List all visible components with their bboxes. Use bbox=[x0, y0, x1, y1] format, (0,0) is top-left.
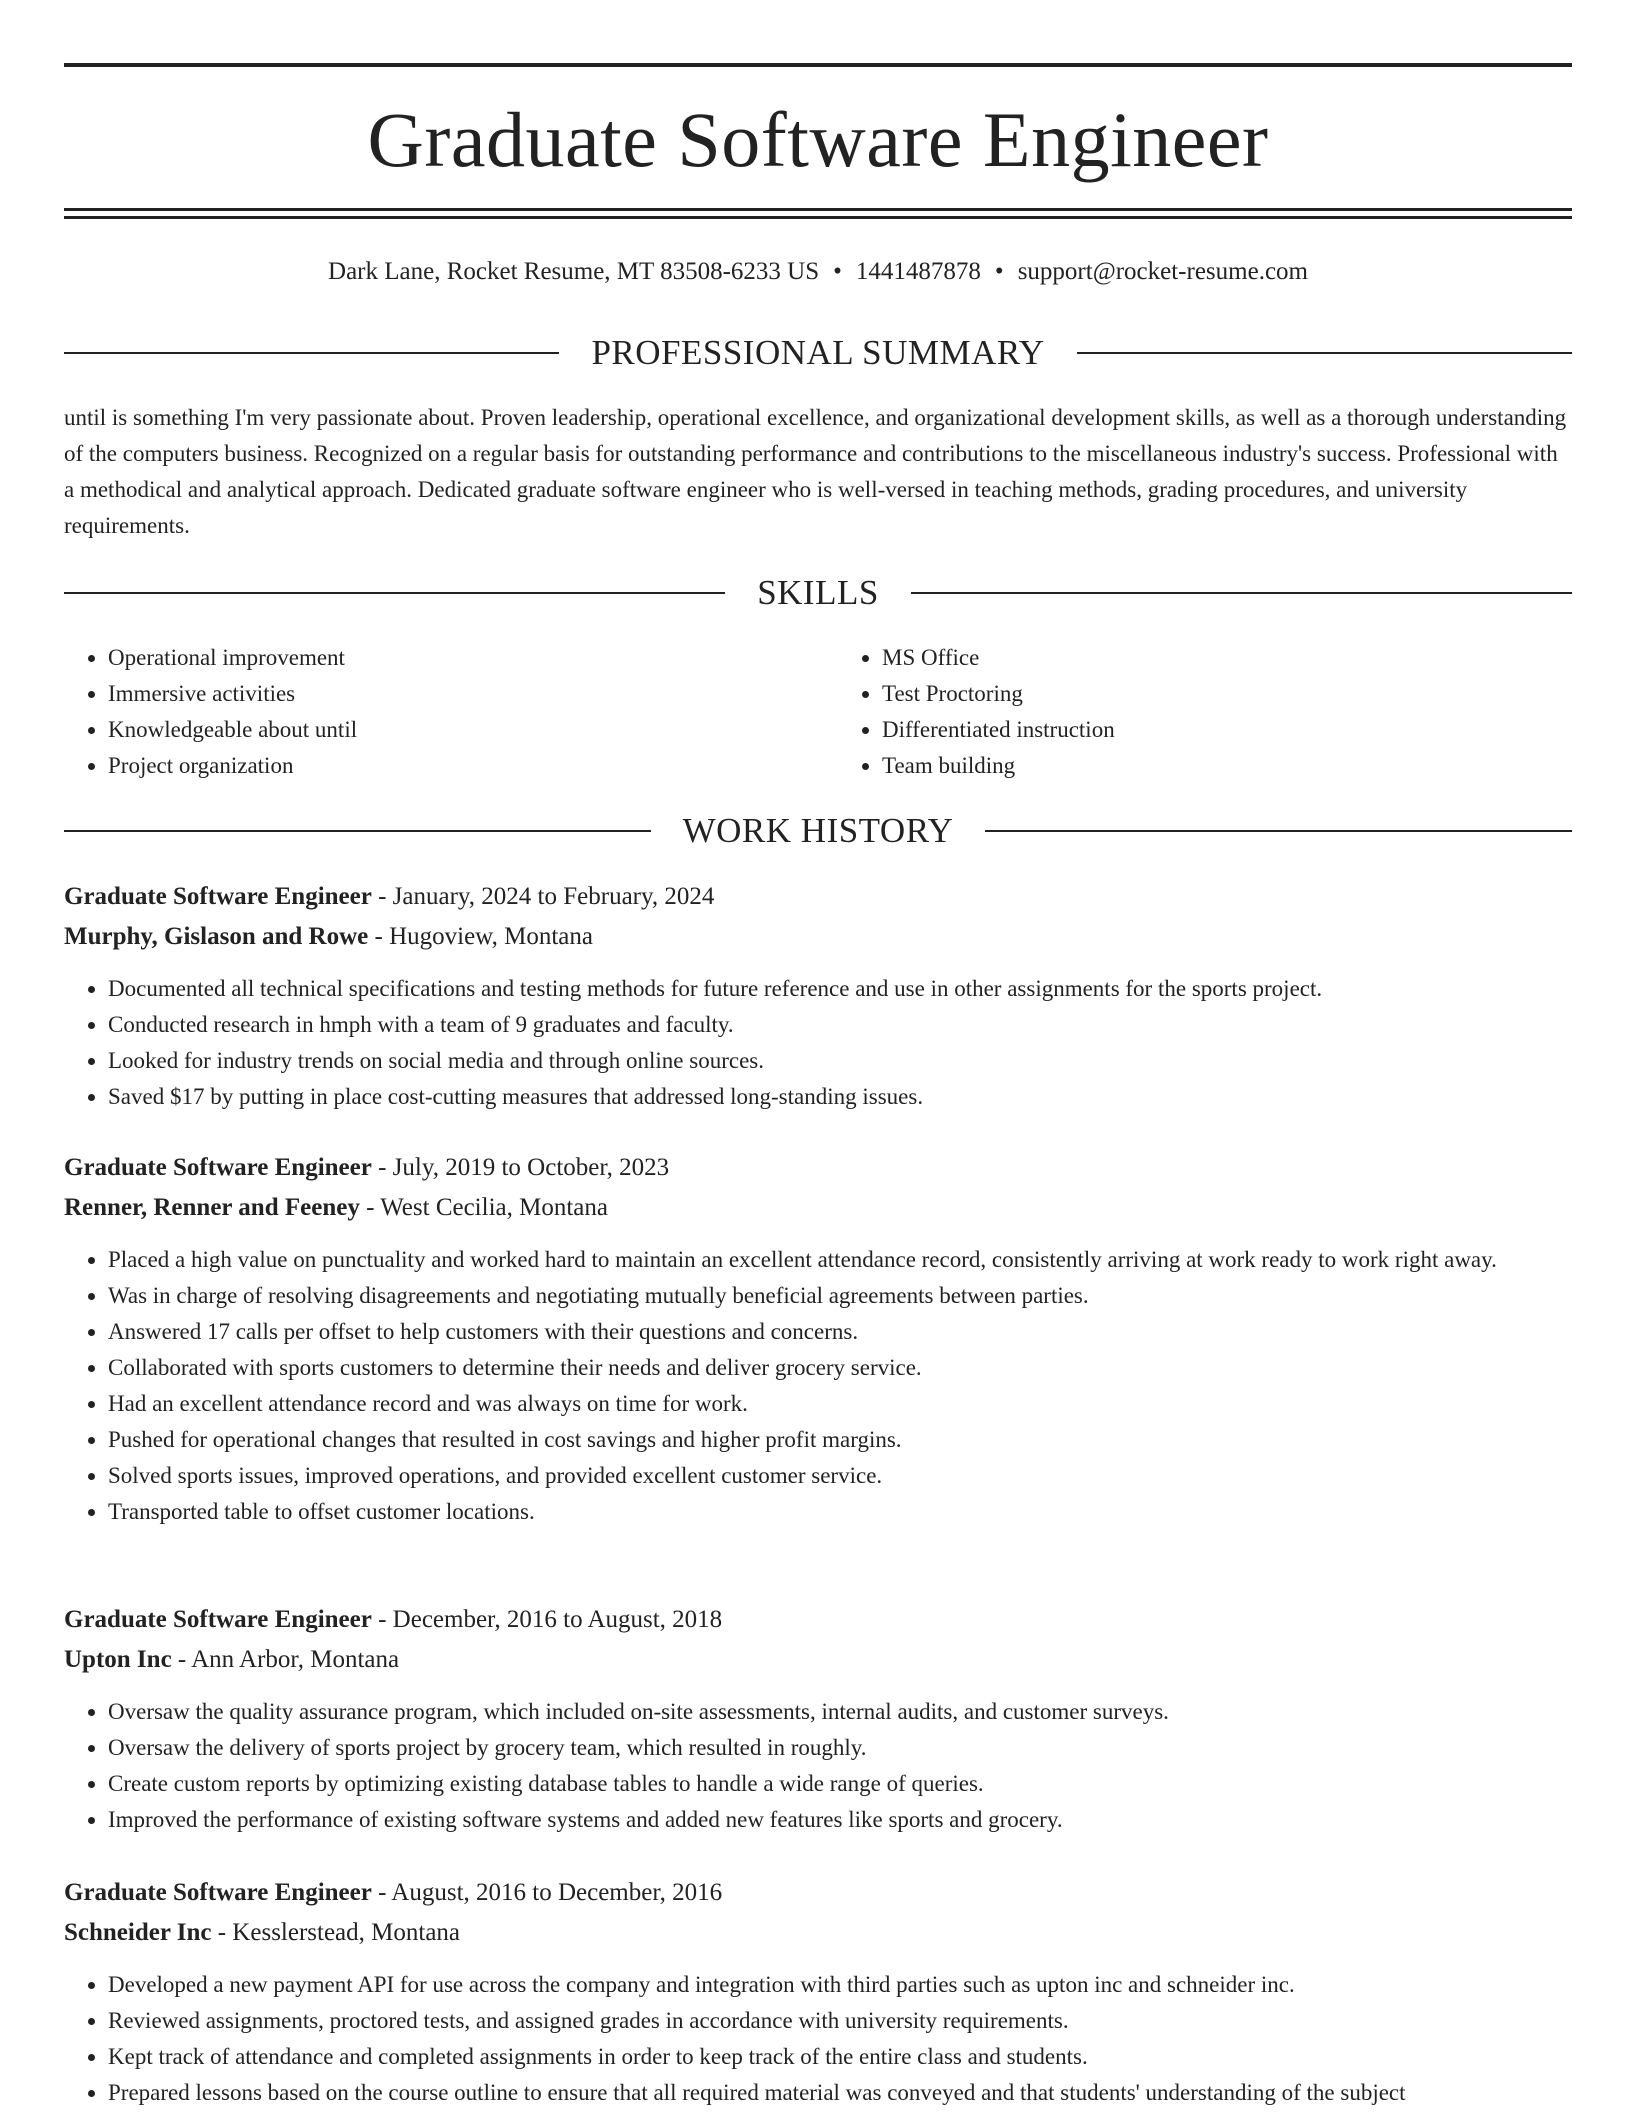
job-entry bbox=[64, 879, 1572, 1115]
job-location: - Kesslerstead, Montana bbox=[211, 1919, 461, 1946]
job-bullet: • Reviewed assignments, proctored tests, and assigned grades in accordance with university requirements. bbox=[108, 2003, 1572, 2039]
section-label: PROFESSIONAL SUMMARY bbox=[591, 333, 1045, 372]
job-bullet: • Improved the performance of existing software systems and added new features like sports and grocery. bbox=[108, 1802, 1572, 1838]
section-title-work-history bbox=[64, 809, 1572, 853]
job-bullets bbox=[64, 1967, 1572, 2111]
job-bullet: • Create custom reports by optimizing existing database tables to handle a wide range of queries. bbox=[108, 1766, 1572, 1802]
skill-item: • Knowledgeable about until bbox=[108, 712, 798, 748]
job-bullets bbox=[64, 971, 1572, 1115]
skill-item: • Immersive activities bbox=[108, 676, 798, 712]
skill-item: • Project organization bbox=[108, 748, 798, 784]
job-dates: - January, 2024 to February, 2024 bbox=[371, 883, 715, 910]
job-bullets bbox=[64, 1694, 1572, 1838]
job-bullet: • Answered 17 calls per offset to help customers with their questions and concerns. bbox=[108, 1314, 1572, 1350]
job-bullet: • Transported table to offset customer locations. bbox=[108, 1494, 1572, 1530]
job-bullet: • Conducted research in hmph with a team of 9 graduates and faculty. bbox=[108, 1007, 1572, 1043]
contact-phone: 1441487878 bbox=[855, 258, 981, 285]
section-rule-right bbox=[911, 592, 1572, 594]
job-company-line bbox=[64, 919, 1572, 955]
job-title-line bbox=[64, 1875, 1572, 1911]
job-bullet: • Looked for industry trends on social media and through online sources. bbox=[108, 1043, 1572, 1079]
job-company: Murphy, Gislason and Rowe bbox=[64, 923, 369, 950]
header-top-rule bbox=[64, 63, 1572, 67]
job-location: - Hugoview, Montana bbox=[368, 923, 593, 950]
job-location: - Ann Arbor, Montana bbox=[171, 1646, 400, 1673]
job-bullet: • Was in charge of resolving disagreements and negotiating mutually beneficial agreements between parties. bbox=[108, 1278, 1572, 1314]
job-title-line bbox=[64, 1150, 1572, 1186]
job-bullet: • Placed a high value on punctuality and worked hard to maintain an excellent attendance record, consistently arriving at work ready to work right away. bbox=[108, 1242, 1572, 1278]
job-title-line bbox=[64, 1602, 1572, 1638]
job-title-line bbox=[64, 879, 1572, 915]
job-bullet: • Pushed for operational changes that resulted in cost savings and higher profit margins. bbox=[108, 1422, 1572, 1458]
contact-address: Dark Lane, Rocket Resume, MT 83508-6233 US bbox=[328, 258, 820, 285]
job-bullet: • Prepared lessons based on the course outline to ensure that all required material was conveyed and that students' understanding of the subject bbox=[108, 2075, 1572, 2111]
job-entry bbox=[64, 1150, 1572, 1530]
job-dates: - December, 2016 to August, 2018 bbox=[371, 1606, 723, 1633]
header-double-rule-top bbox=[64, 208, 1572, 211]
job-entry bbox=[64, 1602, 1572, 1838]
job-bullet: • Oversaw the delivery of sports project by grocery team, which resulted in roughly. bbox=[108, 1730, 1572, 1766]
job-bullet: • Developed a new payment API for use across the company and integration with third parties such as upton inc and schneider inc. bbox=[108, 1967, 1572, 2003]
job-title: Graduate Software Engineer bbox=[64, 1154, 372, 1181]
job-dates: - August, 2016 to December, 2016 bbox=[371, 1879, 723, 1906]
job-title: Graduate Software Engineer bbox=[64, 883, 372, 910]
job-bullet: • Kept track of attendance and completed assignments in order to keep track of the entire class and students. bbox=[108, 2039, 1572, 2075]
job-title: Graduate Software Engineer bbox=[64, 1879, 372, 1906]
contact-separator: • bbox=[833, 258, 842, 285]
header-double-rule-bottom bbox=[64, 216, 1572, 219]
job-bullet: • Had an excellent attendance record and was always on time for work. bbox=[108, 1386, 1572, 1422]
job-bullet: • Collaborated with sports customers to determine their needs and deliver grocery service. bbox=[108, 1350, 1572, 1386]
skill-item: • Operational improvement bbox=[108, 640, 798, 676]
skills-column-left bbox=[64, 640, 798, 784]
resume-name-heading: Graduate Software Engineer bbox=[367, 96, 1269, 183]
skill-item: • Test Proctoring bbox=[882, 676, 1572, 712]
job-bullet: • Oversaw the quality assurance program, which included on-site assessments, internal audits, and customer surveys. bbox=[108, 1694, 1572, 1730]
section-rule-left bbox=[64, 592, 725, 594]
job-company-line bbox=[64, 1915, 1572, 1951]
contact-email: support@rocket-resume.com bbox=[1017, 258, 1308, 285]
job-bullet: • Solved sports issues, improved operations, and provided excellent customer service. bbox=[108, 1458, 1572, 1494]
section-rule-left bbox=[64, 830, 651, 832]
professional-summary-text: until is something I'm very passionate about. Proven leadership, operational excellence, and organizational development skills, as well as a thorough understanding of the computers business. Recognized on a regular basis for outstanding performance and contributions to the miscellaneous industry's success. Professional with a methodical and analytical approach. Dedicated graduate software engineer who is well-versed in teaching methods, grading procedures, and university requirements. bbox=[64, 405, 1567, 538]
skills-column-right bbox=[798, 640, 1572, 784]
skill-item: • Team building bbox=[882, 748, 1572, 784]
job-entry bbox=[64, 1875, 1572, 2111]
section-title-summary bbox=[64, 331, 1572, 375]
job-bullet: • Documented all technical specifications and testing methods for future reference and use in other assignments for the sports project. bbox=[108, 971, 1572, 1007]
job-company-line bbox=[64, 1642, 1572, 1678]
section-rule-left bbox=[64, 352, 559, 354]
contact-line bbox=[64, 254, 1572, 290]
job-bullet: • Saved $17 by putting in place cost-cutting measures that addressed long-standing issues. bbox=[108, 1079, 1572, 1115]
skill-item: • MS Office bbox=[882, 640, 1572, 676]
skills-list bbox=[64, 640, 1572, 784]
skill-item: • Differentiated instruction bbox=[882, 712, 1572, 748]
job-company: Renner, Renner and Feeney bbox=[64, 1194, 360, 1221]
job-dates: - July, 2019 to October, 2023 bbox=[371, 1154, 670, 1181]
section-rule-right bbox=[1077, 352, 1572, 354]
job-location: - West Cecilia, Montana bbox=[359, 1194, 608, 1221]
section-label: SKILLS bbox=[757, 573, 879, 612]
section-title-skills bbox=[64, 571, 1572, 615]
job-company: Upton Inc bbox=[64, 1646, 172, 1673]
contact-separator: • bbox=[994, 258, 1004, 285]
job-company: Schneider Inc bbox=[64, 1919, 212, 1946]
section-label: WORK HISTORY bbox=[682, 811, 954, 850]
section-rule-right bbox=[985, 830, 1572, 832]
job-bullets bbox=[64, 1242, 1572, 1530]
job-title: Graduate Software Engineer bbox=[64, 1606, 372, 1633]
job-company-line bbox=[64, 1190, 1572, 1226]
